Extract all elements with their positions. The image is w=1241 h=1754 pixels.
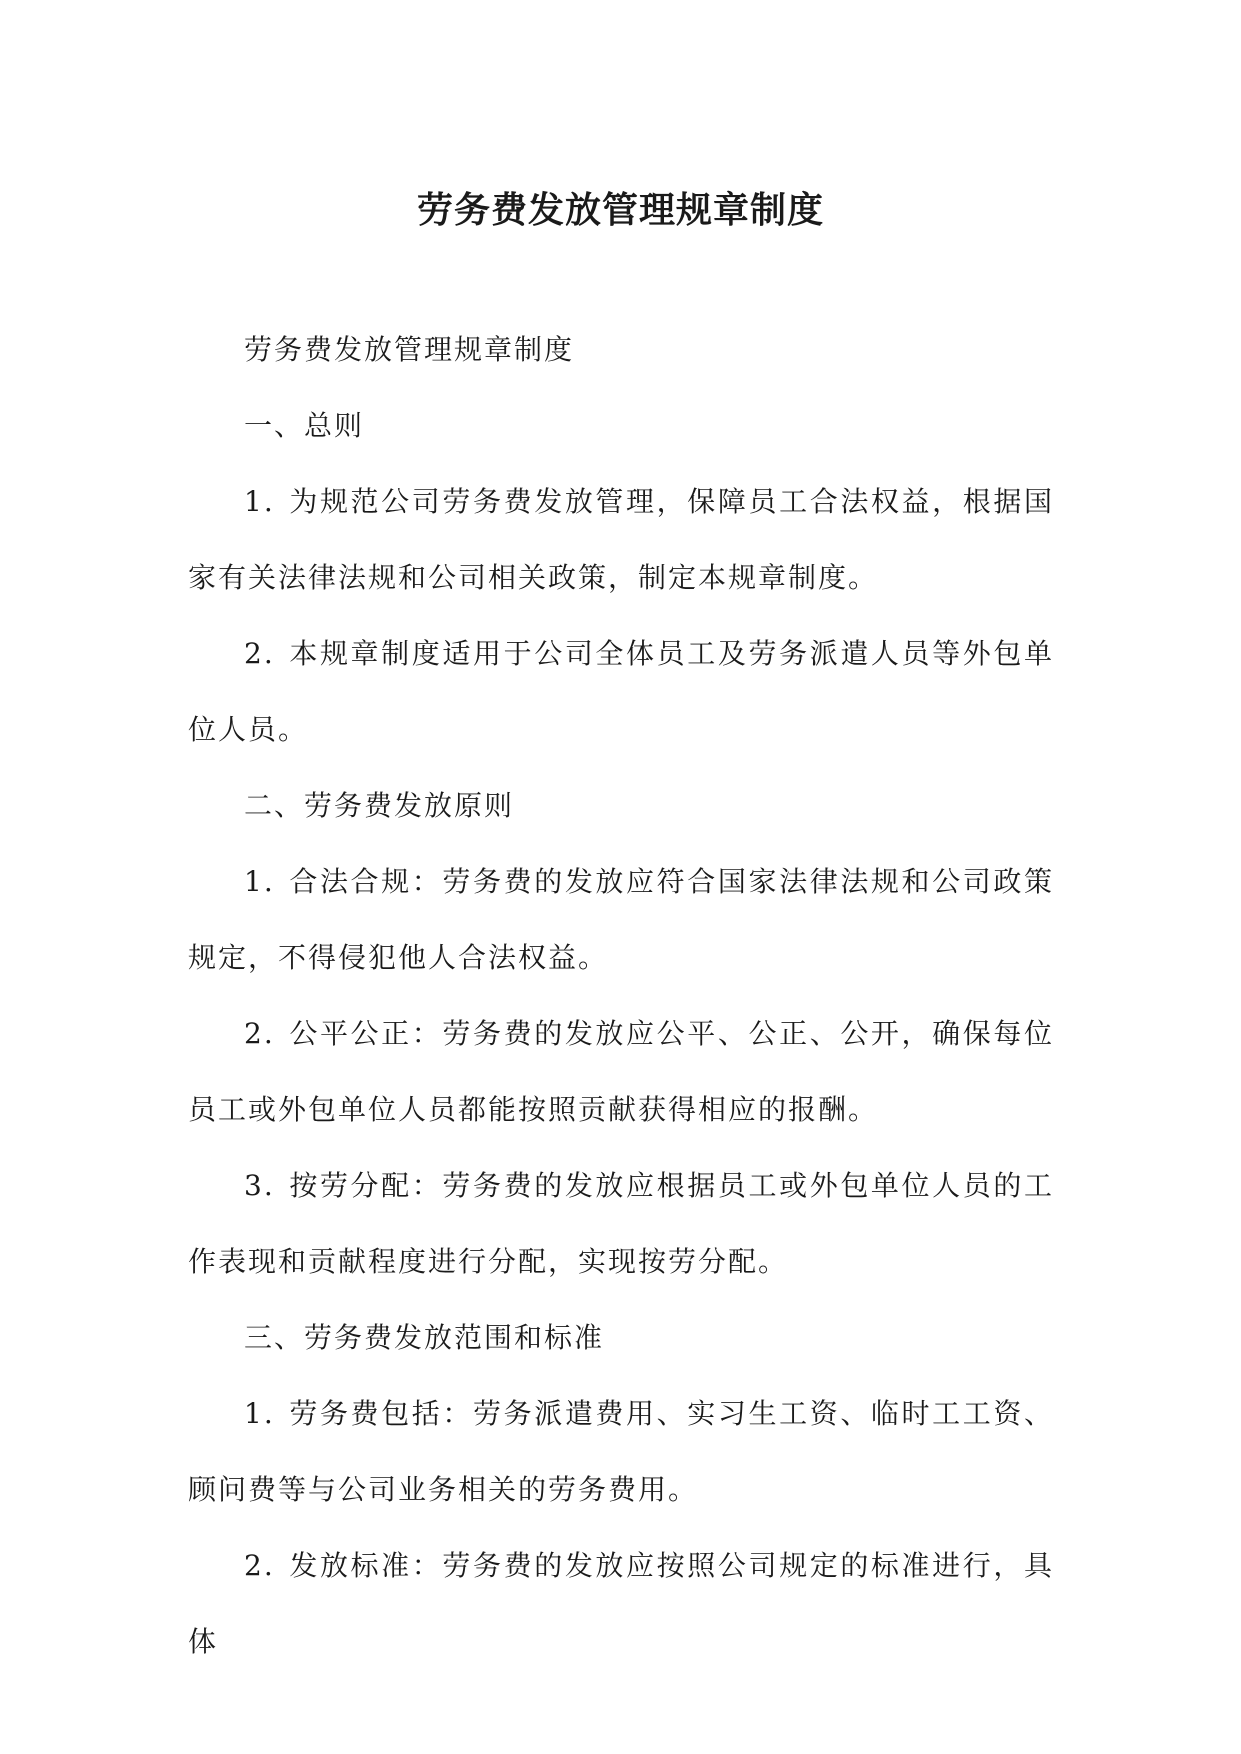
paragraph-item: 2. 发放标准：劳务费的发放应按照公司规定的标准进行，具体: [188, 1549, 1054, 1658]
item-number: 2.: [244, 1017, 275, 1050]
paragraph-item: 2. 公平公正：劳务费的发放应公平、公正、公开，确保每位员工或外包单位人员都能按照贡献获得相应的报酬。: [188, 1017, 1054, 1126]
section-heading-general: 一、总则: [244, 409, 365, 442]
paragraph-subtitle: 劳务费发放管理规章制度: [244, 333, 575, 366]
section-heading-principles: 二、劳务费发放原则: [244, 789, 515, 822]
paragraph-item: 1. 为规范公司劳务费发放管理，保障员工合法权益，根据国家有关法律法规和公司相关政策，制定本规章制度。: [188, 485, 1054, 594]
section-heading-scope: 三、劳务费发放范围和标准: [244, 1321, 605, 1354]
item-number: 2.: [244, 637, 275, 670]
paragraph-item: 2. 本规章制度适用于公司全体员工及劳务派遣人员等外包单位人员。: [188, 637, 1054, 746]
document-title: 劳务费发放管理规章制度: [416, 189, 824, 231]
item-number: 1.: [244, 1397, 275, 1430]
paragraph-item: 1. 劳务费包括：劳务派遣费用、实习生工资、临时工工资、顾问费等与公司业务相关的劳务费用。: [188, 1397, 1054, 1506]
item-number: 3.: [244, 1169, 275, 1202]
item-number: 1.: [244, 865, 275, 898]
paragraph-item: 1. 合法合规：劳务费的发放应符合国家法律法规和公司政策规定，不得侵犯他人合法权益。: [188, 865, 1054, 974]
item-number: 2.: [244, 1549, 275, 1582]
item-number: 1.: [244, 485, 275, 518]
document-body: [188, 312, 1054, 1680]
paragraph-item: 3. 按劳分配：劳务费的发放应根据员工或外包单位人员的工作表现和贡献程度进行分配，实现按劳分配。: [188, 1169, 1054, 1278]
